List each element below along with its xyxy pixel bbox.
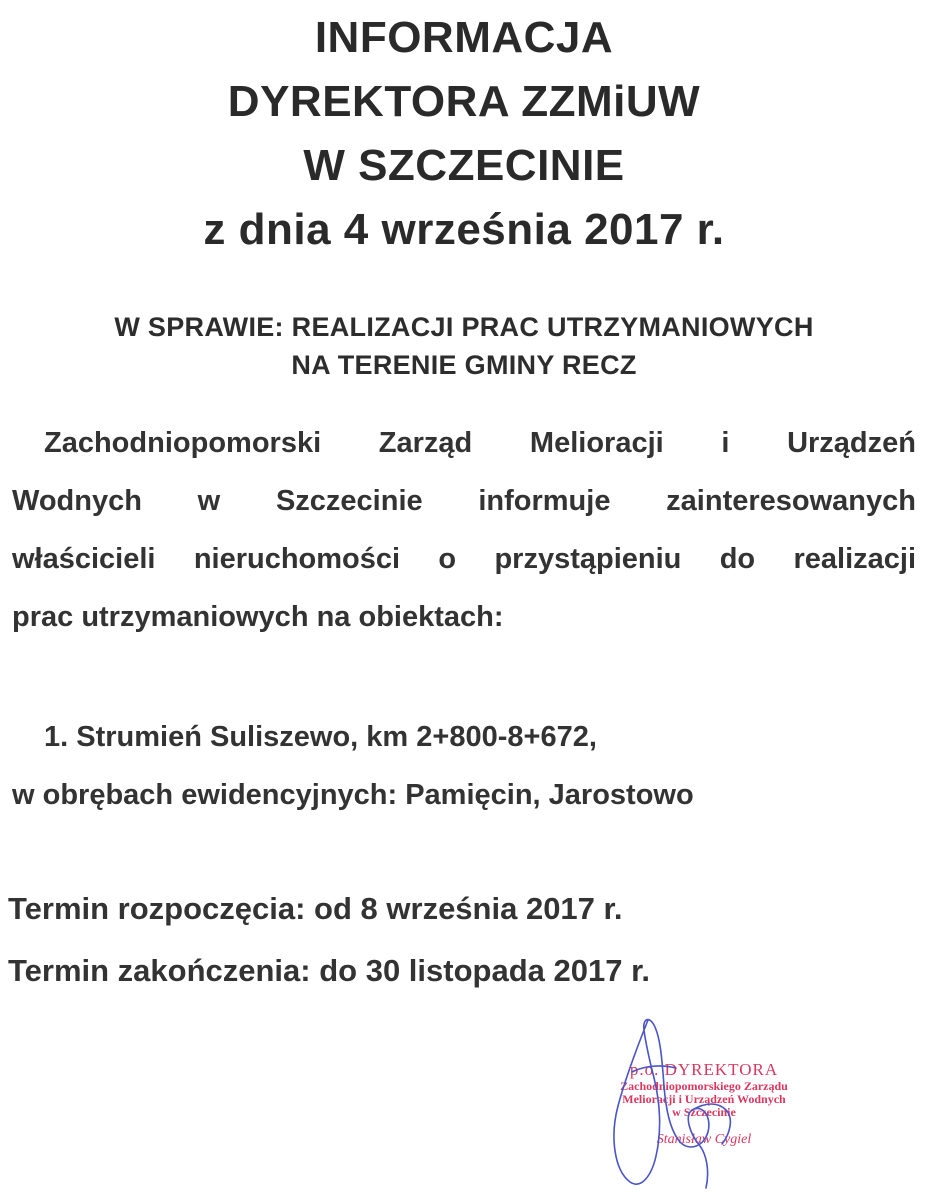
signature-icon (596, 1006, 756, 1196)
stamp-line-1: Zachodniopomorskiego Zarządu (620, 1079, 788, 1093)
list-item: 1. Strumień Suliszewo, km 2+800-8+672, (44, 721, 597, 753)
body-line-2: Wodnych w Szczecinie informuje zainteresowanych (12, 485, 916, 517)
subject-line-2: NA TERENIE GMINY RECZ (291, 350, 637, 380)
title-line-1: INFORMACJA (314, 13, 614, 62)
objects-list (12, 708, 916, 824)
stamp-name: Stanisław Cygiel (656, 1132, 752, 1147)
document-title (0, 6, 928, 262)
title-date: z dnia 4 września 2017 r. (203, 205, 725, 254)
stamp-title: p.o. DYREKTORA (629, 1060, 779, 1079)
stamp-line-3: w Szczecinie (672, 1105, 736, 1119)
list-item-detail: w obrębach ewidencyjnych: Pamięcin, Jarostowo (12, 779, 694, 811)
end-term: Termin zakończenia: do 30 listopada 2017 r. (8, 953, 651, 988)
title-line-2: DYREKTORA ZZMiUW (227, 77, 701, 126)
subject-line-1: W SPRAWIE: REALIZACJI PRAC UTRZYMANIOWYCH (114, 312, 814, 342)
title-line-3: W SZCZECINIE (303, 141, 625, 190)
body-line-3: właścicieli nieruchomości o przystąpieniu do realizacji (12, 543, 916, 575)
start-term: Termin rozpoczęcia: od 8 września 2017 r. (8, 891, 623, 926)
body-paragraph (12, 414, 916, 646)
body-line-1: Zachodniopomorski Zarząd Melioracji i Urządzeń (44, 427, 916, 459)
terms-section (8, 878, 912, 1002)
subject-heading (0, 308, 928, 384)
stamp-line-2: Melioracji i Urządzeń Wodnych (622, 1092, 786, 1106)
body-line-4: prac utrzymaniowych na obiektach: (12, 601, 504, 633)
